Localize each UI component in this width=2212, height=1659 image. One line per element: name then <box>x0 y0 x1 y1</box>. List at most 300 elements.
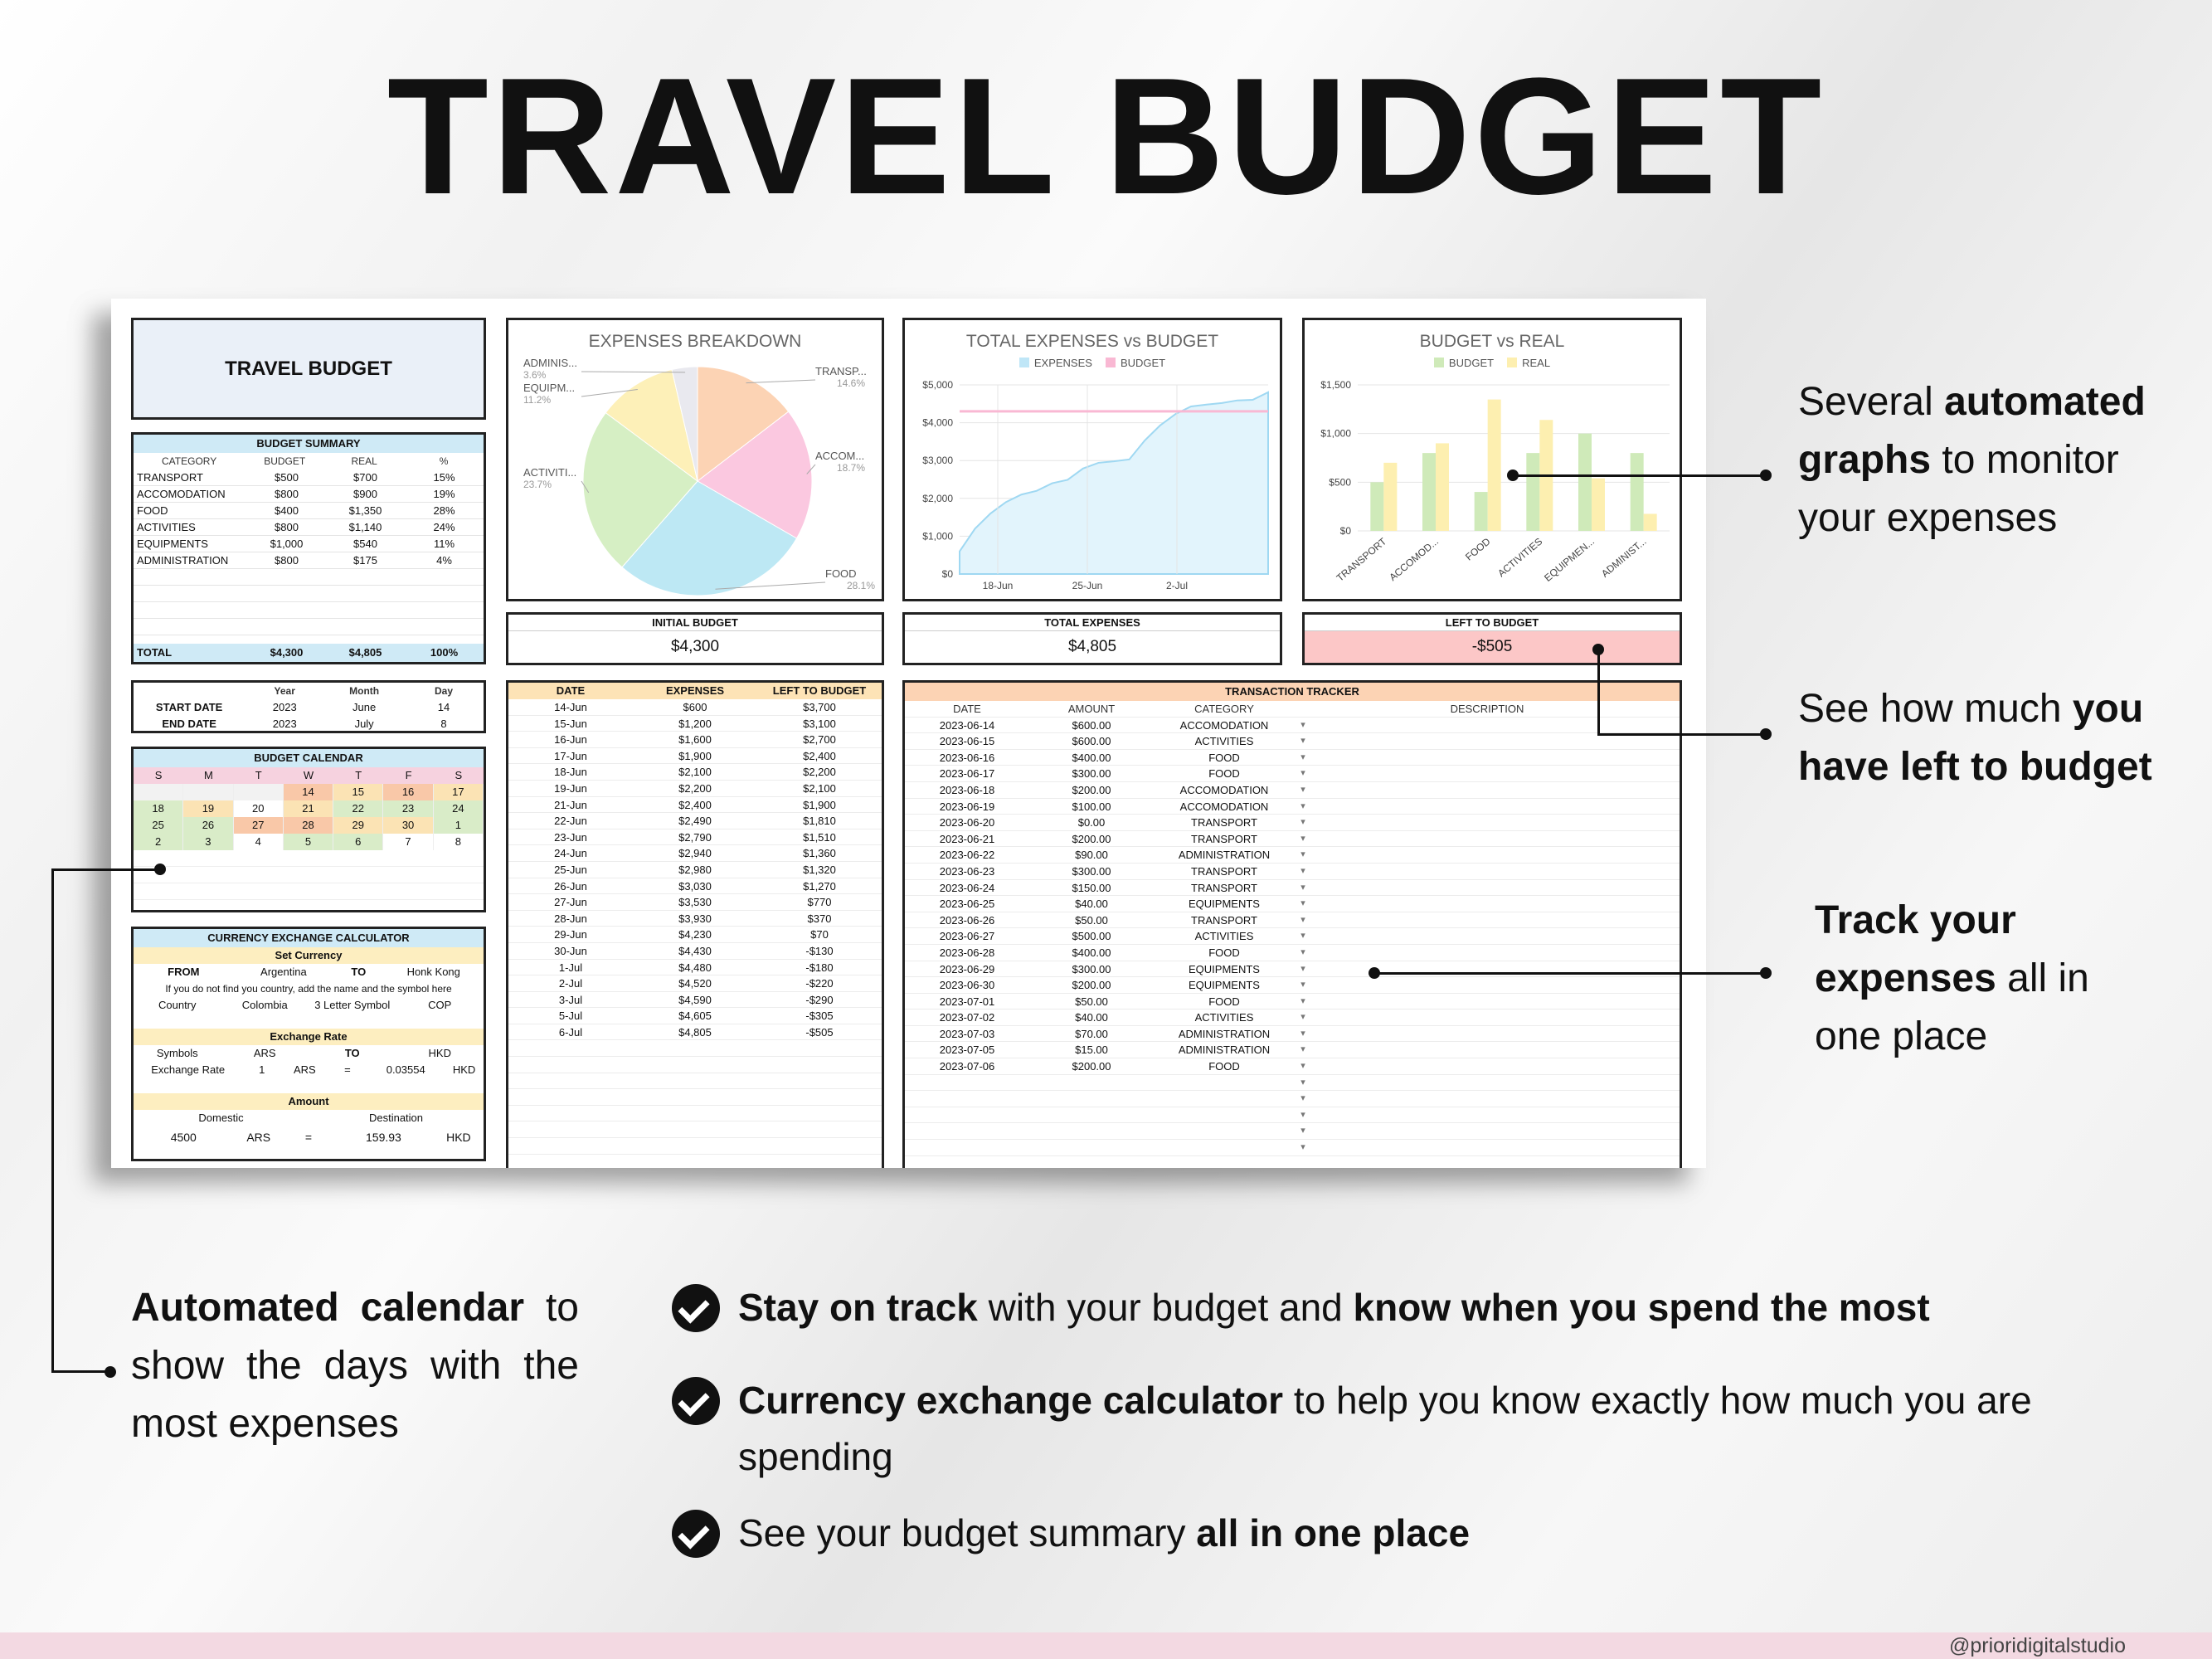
table-cell: 2023-06-27 <box>939 930 995 943</box>
daily-expenses-table <box>506 680 884 1168</box>
x-tick-label: ADMINIST... <box>1599 535 1649 580</box>
y-tick-label: $0 <box>941 568 953 580</box>
chevron-down-icon[interactable]: ▾ <box>1300 946 1305 957</box>
table-cell: -$130 <box>805 944 834 957</box>
table-cell: $1,510 <box>803 830 836 844</box>
date-cell: 8 <box>440 718 447 730</box>
table-row[interactable] <box>905 1042 1680 1058</box>
table-row[interactable] <box>905 750 1680 766</box>
spreadsheet-preview <box>111 299 1706 1168</box>
table-row <box>508 716 882 732</box>
table-row[interactable] <box>905 799 1680 815</box>
bar-real <box>1488 400 1501 531</box>
pie-percent: 11.2% <box>523 394 552 406</box>
table-cell: 29-Jun <box>554 928 587 941</box>
annotation-bold: automated graphs <box>1798 380 2146 482</box>
calendar-weekdays <box>134 767 484 784</box>
rate-to: HKD <box>452 1063 476 1076</box>
chevron-down-icon[interactable]: ▾ <box>1300 849 1305 860</box>
connector-line <box>1597 733 1767 736</box>
amount-header: Amount <box>134 1093 484 1110</box>
budget-summary-columns <box>134 453 484 469</box>
table-row <box>134 486 484 503</box>
date-cell: 2023 <box>272 701 297 713</box>
table-cell: 23-Jun <box>554 830 587 844</box>
daily-columns <box>508 683 882 699</box>
table-cell: $1,600 <box>678 733 712 747</box>
table-cell: $3,700 <box>803 701 836 713</box>
table-row[interactable] <box>905 1010 1680 1026</box>
table-cell: 4% <box>436 554 452 567</box>
table-cell: $700 <box>353 471 377 484</box>
table-cell: $2,700 <box>803 733 836 747</box>
bar-real <box>1644 513 1657 531</box>
table-cell: $4,430 <box>678 944 712 957</box>
table-row <box>508 797 882 814</box>
table-cell: $1,320 <box>803 863 836 876</box>
weekday-label: S <box>455 769 463 781</box>
table-cell: ACTIVITIES <box>1194 1011 1254 1024</box>
chevron-down-icon: ▾ <box>1300 1077 1305 1087</box>
calendar-day: 30 <box>383 817 433 834</box>
end-date-row[interactable] <box>134 716 484 732</box>
table-row[interactable] <box>905 733 1680 750</box>
table-cell: -$305 <box>805 1010 834 1023</box>
table-cell: 2023-06-28 <box>939 946 995 959</box>
table-cell: FOOD <box>1208 751 1240 764</box>
bar-budget <box>1422 453 1436 531</box>
table-row[interactable] <box>905 880 1680 897</box>
table-row[interactable] <box>905 1026 1680 1043</box>
annotation-bold: Automated calendar <box>131 1286 525 1330</box>
table-cell: 2023-06-24 <box>939 881 995 894</box>
date-cell: June <box>352 701 377 713</box>
table-cell: ACCOMODATION <box>1179 718 1269 732</box>
amount-row <box>134 1126 484 1148</box>
table-row[interactable] <box>905 815 1680 831</box>
table-cell: $50.00 <box>1075 995 1108 1008</box>
table-cell: 15% <box>433 471 455 484</box>
table-row <box>508 960 882 976</box>
chevron-down-icon[interactable]: ▾ <box>1300 1028 1305 1039</box>
exchange-rate-header: Exchange Rate <box>134 1029 484 1045</box>
chevron-down-icon[interactable]: ▾ <box>1300 1012 1305 1023</box>
calendar-day: 28 <box>284 817 333 834</box>
table-cell: 17-Jun <box>554 749 587 762</box>
weekday-label: F <box>405 769 412 781</box>
table-row <box>508 1008 882 1024</box>
x-tick-label: 2-Jul <box>1165 580 1189 591</box>
column-header: DATE <box>556 684 586 697</box>
rate-eq: = <box>344 1063 351 1076</box>
expenses-area <box>960 392 1268 574</box>
calendar-day: 3 <box>183 834 233 850</box>
column-header: DESCRIPTION <box>1450 703 1524 715</box>
calendar-weeks <box>134 784 484 900</box>
table-cell: $770 <box>807 896 832 909</box>
table-cell: 2023-06-16 <box>939 751 995 764</box>
calendar-day: 15 <box>333 784 383 800</box>
table-cell: $400 <box>275 504 299 517</box>
table-cell: $4,805 <box>678 1025 712 1039</box>
connector-line <box>51 868 159 871</box>
empty-row <box>508 1121 882 1138</box>
to-select[interactable]: Honk Kong <box>406 966 460 978</box>
symbol-to: HKD <box>428 1047 451 1059</box>
annotation-text: all in one place <box>1815 956 2089 1058</box>
table-cell: $500.00 <box>1072 930 1111 943</box>
symbol-to-label: TO <box>344 1047 360 1059</box>
table-cell: 2023-06-23 <box>939 864 995 878</box>
chevron-down-icon[interactable]: ▾ <box>1300 931 1305 941</box>
annotation-track <box>1815 892 2163 1066</box>
legend-label: REAL <box>1522 357 1551 369</box>
amount-to: HKD <box>446 1131 471 1144</box>
symbols-label: Symbols <box>156 1047 198 1059</box>
bar-real <box>1592 479 1605 531</box>
table-row[interactable] <box>905 718 1680 734</box>
table-cell: $2,100 <box>803 781 836 795</box>
table-cell: $300.00 <box>1072 864 1111 878</box>
annotation-text: to monitor your expenses <box>1798 438 2119 540</box>
table-cell: ACTIVITIES <box>1194 930 1254 943</box>
empty-row <box>508 1155 882 1168</box>
amount-from: ARS <box>246 1131 271 1144</box>
table-cell: FOOD <box>1208 946 1240 959</box>
tracker-columns <box>905 701 1680 718</box>
empty-row <box>905 1075 1680 1092</box>
table-cell: $0.00 <box>1077 816 1106 830</box>
rate-from: ARS <box>293 1063 316 1076</box>
table-cell: 1-Jul <box>558 961 583 974</box>
connector-line <box>51 868 54 1373</box>
table-cell: 2023-06-29 <box>939 962 995 975</box>
bar-chart <box>1305 320 1680 599</box>
table-cell: ADMINISTRATION <box>1178 849 1271 862</box>
y-tick-label: $1,000 <box>922 530 953 542</box>
x-tick-label: ACTIVITIES <box>1495 535 1545 580</box>
total-cell: $4,300 <box>270 646 304 659</box>
table-cell: $1,900 <box>803 798 836 811</box>
table-cell: 2023-06-18 <box>939 783 995 796</box>
feature-bold: Currency exchange calculator <box>738 1379 1284 1422</box>
calendar-day: 14 <box>284 784 333 800</box>
table-cell: $70.00 <box>1075 1027 1108 1040</box>
start-date-row[interactable] <box>134 699 484 716</box>
legend-label: BUDGET <box>1120 357 1166 369</box>
chevron-down-icon[interactable]: ▾ <box>1300 898 1305 909</box>
y-tick-label: $4,000 <box>922 416 953 429</box>
table-cell: $3,930 <box>678 912 712 925</box>
table-row[interactable] <box>905 847 1680 864</box>
table-cell: EQUIPMENTS <box>1189 979 1260 992</box>
table-cell: $400.00 <box>1072 946 1111 959</box>
chevron-down-icon: ▾ <box>1300 1109 1305 1120</box>
feature-text: to help you know exactly how much you are spending <box>738 1379 2032 1478</box>
table-cell: $3,030 <box>678 879 712 893</box>
currency-header: CURRENCY EXCHANGE CALCULATOR <box>134 929 484 947</box>
calendar-day: 5 <box>284 834 333 850</box>
chevron-down-icon[interactable]: ▾ <box>1300 784 1305 795</box>
column-header <box>134 683 245 699</box>
empty-row <box>905 1107 1680 1124</box>
chart-title: TOTAL EXPENSES vs BUDGET <box>965 332 1219 351</box>
chevron-down-icon[interactable]: ▾ <box>1300 980 1305 990</box>
chevron-down-icon[interactable]: ▾ <box>1300 752 1305 762</box>
table-cell: $800 <box>275 488 299 500</box>
table-row[interactable] <box>905 766 1680 782</box>
y-tick-label: $1,000 <box>1320 427 1351 440</box>
table-cell: ACCOMODATION <box>1179 800 1269 813</box>
table-cell: $800 <box>275 521 299 533</box>
calendar-week <box>134 800 484 817</box>
table-cell: ACTIVITIES <box>137 521 196 533</box>
table-cell: TRANSPORT <box>1191 864 1257 878</box>
table-cell: $200.00 <box>1072 1060 1111 1073</box>
date-cell: START DATE <box>155 701 223 713</box>
annotation-calendar <box>131 1279 579 1453</box>
footer-bar <box>0 1632 2212 1659</box>
chevron-down-icon[interactable]: ▾ <box>1300 719 1305 730</box>
y-tick-label: $0 <box>1339 525 1351 537</box>
empty-row <box>134 586 484 602</box>
chevron-down-icon: ▾ <box>1300 1142 1305 1153</box>
kpi-value: $4,300 <box>670 638 720 655</box>
budget-summary-table <box>131 432 486 664</box>
empty-row <box>905 1091 1680 1107</box>
date-cell: END DATE <box>162 718 216 730</box>
table-cell: $2,790 <box>678 830 712 844</box>
bar-budget <box>1370 482 1383 531</box>
table-cell: 28% <box>433 504 455 517</box>
table-cell: $40.00 <box>1075 898 1108 911</box>
table-row <box>508 764 882 781</box>
budget-summary-rows <box>134 469 484 652</box>
chevron-down-icon[interactable]: ▾ <box>1300 817 1305 828</box>
table-cell: $70 <box>810 928 829 941</box>
chevron-down-icon[interactable]: ▾ <box>1300 800 1305 811</box>
table-cell: $2,940 <box>678 847 712 860</box>
connector-line <box>1597 649 1600 735</box>
empty-row <box>508 1089 882 1106</box>
table-cell: $1,900 <box>678 749 712 762</box>
y-tick-label: $3,000 <box>922 455 953 467</box>
y-tick-label: $5,000 <box>922 379 953 391</box>
pie-label: ACTIVITI... <box>523 466 577 479</box>
table-cell: -$505 <box>805 1025 834 1039</box>
budget-summary-total <box>134 644 484 662</box>
pie-label: EQUIPM... <box>523 382 576 394</box>
y-tick-label: $1,500 <box>1320 379 1351 391</box>
table-cell: -$220 <box>805 977 834 990</box>
dates-columns <box>134 683 484 699</box>
table-cell: $600.00 <box>1072 735 1111 748</box>
kpi-label: LEFT TO BUDGET <box>1305 615 1680 631</box>
column-header: DATE <box>953 703 981 715</box>
table-row[interactable] <box>905 782 1680 799</box>
transaction-tracker <box>902 680 1682 1168</box>
table-cell: $150.00 <box>1072 881 1111 894</box>
table-cell: 11% <box>433 538 455 550</box>
table-row <box>508 830 882 846</box>
chevron-down-icon[interactable]: ▾ <box>1300 914 1305 925</box>
total-cell: 100% <box>430 646 459 659</box>
pie-percent: 18.7% <box>837 462 866 474</box>
calendar-day: 17 <box>434 784 484 800</box>
column-header: BUDGET <box>264 455 306 467</box>
table-row <box>508 845 882 862</box>
table-cell: 2023-06-30 <box>939 979 995 992</box>
empty-row <box>905 1140 1680 1156</box>
daily-rows <box>508 699 882 1168</box>
calendar-day: 20 <box>234 800 284 817</box>
table-cell: 2023-07-05 <box>939 1044 995 1057</box>
table-cell: TRANSPORT <box>1191 913 1257 927</box>
table-cell: $2,400 <box>803 749 836 762</box>
amount-eq: = <box>304 1131 313 1144</box>
connector-dot <box>1760 469 1772 481</box>
table-row <box>508 992 882 1009</box>
table-row[interactable] <box>905 1058 1680 1075</box>
rate-row <box>134 1062 484 1078</box>
pie-percent: 28.1% <box>847 580 876 591</box>
chart-title: BUDGET vs REAL <box>1419 332 1565 351</box>
chevron-down-icon[interactable]: ▾ <box>1300 1061 1305 1072</box>
empty-row <box>508 1057 882 1073</box>
calendar-day: 29 <box>333 817 383 834</box>
chevron-down-icon[interactable]: ▾ <box>1300 995 1305 1006</box>
table-cell: 2023-07-03 <box>939 1027 995 1040</box>
empty-row <box>905 1123 1680 1140</box>
calendar-day: 16 <box>383 784 433 800</box>
table-cell: $15.00 <box>1075 1044 1108 1057</box>
table-cell: $3,100 <box>803 717 836 730</box>
table-cell: $100.00 <box>1072 800 1111 813</box>
domestic-label: Domestic <box>198 1112 244 1124</box>
calendar-day <box>234 784 284 800</box>
table-cell: $900 <box>353 488 377 500</box>
table-cell: EQUIPMENTS <box>137 538 208 550</box>
table-row[interactable] <box>905 912 1680 929</box>
column-header: % <box>439 455 449 467</box>
kpi-label: INITIAL BUDGET <box>508 615 882 631</box>
legend-label: EXPENSES <box>1033 357 1092 369</box>
country-label: Country <box>158 999 197 1011</box>
table-cell: TRANSPORT <box>1191 816 1257 830</box>
table-row <box>508 699 882 716</box>
chevron-down-icon[interactable]: ▾ <box>1300 1044 1305 1055</box>
country-input[interactable]: Colombia <box>241 999 288 1011</box>
table-cell: 15-Jun <box>554 717 587 730</box>
table-row[interactable] <box>905 864 1680 880</box>
from-select[interactable]: Argentina <box>260 966 307 978</box>
checkmark-icon <box>672 1284 720 1332</box>
table-cell: 2023-06-17 <box>939 767 995 781</box>
table-cell: 24-Jun <box>554 847 587 860</box>
table-row[interactable] <box>905 994 1680 1010</box>
feature-item <box>738 1372 2148 1485</box>
table-cell: 24% <box>433 521 455 533</box>
table-cell: $4,480 <box>678 961 712 974</box>
legend-label: BUDGET <box>1448 357 1495 369</box>
connector-dot <box>1760 728 1772 740</box>
table-cell: $200.00 <box>1072 979 1111 992</box>
table-row[interactable] <box>905 977 1680 994</box>
chevron-down-icon[interactable]: ▾ <box>1300 882 1305 893</box>
calendar-day: 18 <box>134 800 183 817</box>
calendar-day: 26 <box>183 817 233 834</box>
table-cell: $400.00 <box>1072 751 1111 764</box>
kpi-label: TOTAL EXPENSES <box>905 615 1280 631</box>
table-cell: ADMINISTRATION <box>1178 1027 1271 1040</box>
to-label: TO <box>351 966 367 978</box>
y-tick-label: $500 <box>1329 476 1351 489</box>
bar-budget <box>1631 453 1644 531</box>
chevron-down-icon[interactable]: ▾ <box>1300 736 1305 747</box>
column-header: EXPENSES <box>665 684 725 697</box>
column-header: LEFT TO BUDGET <box>772 684 867 697</box>
column-header: Day <box>435 685 454 697</box>
table-cell: $1,810 <box>803 815 836 828</box>
custom-country-row <box>134 997 484 1014</box>
column-header: AMOUNT <box>1067 703 1116 715</box>
calendar-day: 6 <box>333 834 383 850</box>
column-header: CATEGORY <box>162 455 217 467</box>
calendar-day: 23 <box>383 800 433 817</box>
symbols-row <box>134 1045 484 1062</box>
calendar-day <box>183 784 233 800</box>
table-row[interactable] <box>905 896 1680 912</box>
x-tick-label: 25-Jun <box>1072 580 1103 591</box>
table-cell: $1,350 <box>348 504 382 517</box>
chevron-down-icon[interactable]: ▾ <box>1300 833 1305 844</box>
symbol-input[interactable]: COP <box>428 999 452 1011</box>
bar-budget <box>1526 453 1539 531</box>
table-row[interactable] <box>905 945 1680 961</box>
table-row <box>508 748 882 765</box>
checkmark-icon <box>672 1510 720 1558</box>
budget-calendar <box>131 747 486 912</box>
table-cell: 2023-06-25 <box>939 898 995 911</box>
weekday-label: T <box>355 769 362 781</box>
rate-label: Exchange Rate <box>151 1063 226 1076</box>
feature-bold: all in one place <box>1196 1511 1471 1554</box>
date-cell: 2023 <box>272 718 297 730</box>
currency-from-to <box>134 964 484 980</box>
column-header: Month <box>349 685 380 697</box>
table-cell: ACCOMODATION <box>137 488 226 500</box>
table-cell: $2,980 <box>678 863 712 876</box>
table-row[interactable] <box>905 831 1680 848</box>
chevron-down-icon[interactable]: ▾ <box>1300 865 1305 876</box>
table-cell: 2023-07-01 <box>939 995 995 1008</box>
chevron-down-icon[interactable]: ▾ <box>1300 768 1305 779</box>
table-row[interactable] <box>905 928 1680 945</box>
table-row[interactable] <box>905 961 1680 978</box>
table-row <box>508 927 882 943</box>
connector-line <box>1513 474 1767 477</box>
amount-input[interactable]: 4500 <box>170 1131 197 1144</box>
table-cell: 21-Jun <box>554 798 587 811</box>
chevron-down-icon[interactable]: ▾ <box>1300 963 1305 974</box>
table-cell: $50.00 <box>1075 913 1108 927</box>
total-cell: TOTAL <box>137 646 173 659</box>
expenses-breakdown-chart <box>506 318 884 601</box>
table-cell: $300.00 <box>1072 767 1111 781</box>
table-row <box>134 536 484 552</box>
empty-row <box>508 1040 882 1057</box>
calendar-day: 27 <box>234 817 284 834</box>
